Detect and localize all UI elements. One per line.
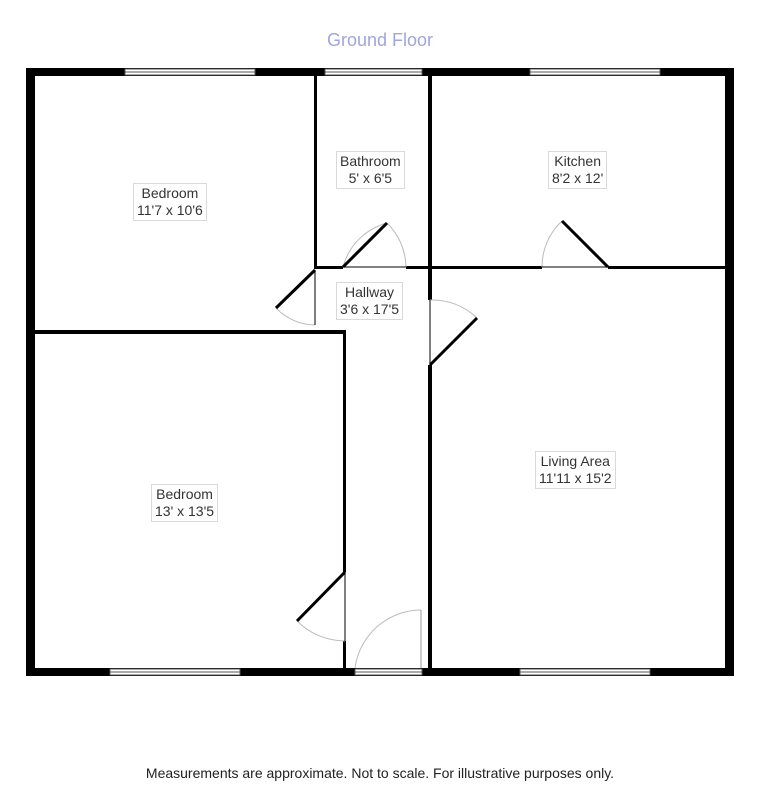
room-label-living-area: [535, 451, 616, 489]
room-name: Bathroom: [340, 153, 401, 169]
room-size: 8'2 x 12': [552, 170, 604, 186]
room-name: Living Area: [540, 453, 610, 469]
door-living: [427, 300, 477, 365]
door-bedroom-bottom: [297, 572, 347, 641]
room-size: 3'6 x 17'5: [340, 301, 400, 317]
door-kitchen: [542, 221, 608, 270]
front-door-threshold: [355, 669, 422, 675]
door-front: [355, 610, 421, 668]
room-size: 5' x 6'5: [348, 170, 393, 186]
doors: [276, 221, 608, 668]
room-label-bedroom-top: [133, 183, 207, 221]
room-label-bathroom: [336, 151, 405, 189]
room-label-bedroom-bottom: [151, 484, 218, 522]
room-name: Bedroom: [141, 185, 199, 201]
room-size: 11'7 x 10'6: [137, 202, 203, 218]
room-size: 13' x 13'5: [155, 503, 215, 519]
room-name: Bedroom: [156, 486, 213, 502]
window-bedroom-top: [125, 69, 255, 75]
room-label-kitchen: [548, 151, 607, 189]
door-bathroom: [343, 223, 406, 270]
door-bedroom-top: [276, 270, 318, 325]
room-size: 11'11 x 15'2: [539, 470, 612, 486]
window-bathroom: [325, 69, 422, 75]
footnote: Measurements are approximate. Not to scale. For illustrative purposes only.: [145, 765, 615, 781]
window-kitchen: [530, 69, 660, 75]
room-name: Kitchen: [554, 153, 601, 169]
floor-title: Ground Floor: [326, 30, 434, 50]
room-label-hallway: [336, 282, 403, 320]
window-bedroom-bottom: [110, 669, 240, 675]
room-name: Hallway: [345, 284, 395, 300]
window-living: [520, 669, 650, 675]
